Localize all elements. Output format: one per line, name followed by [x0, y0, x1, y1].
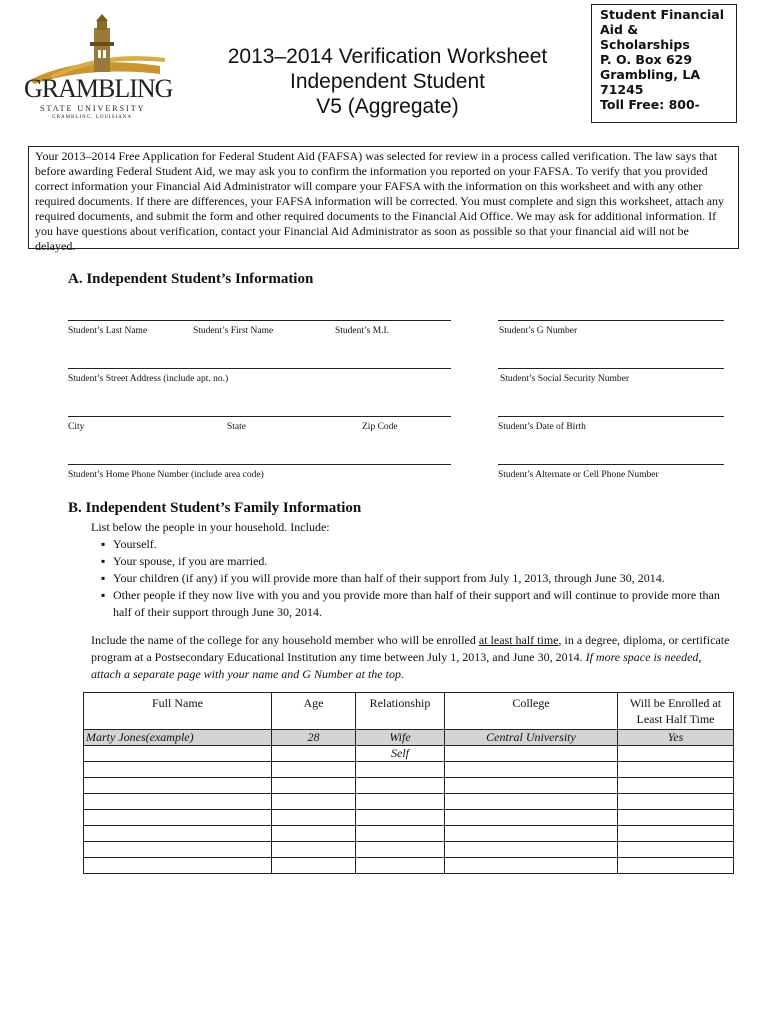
- name-cell[interactable]: [84, 794, 272, 810]
- table-row[interactable]: [84, 826, 734, 842]
- relationship-cell[interactable]: [356, 778, 445, 794]
- household-table: [83, 692, 734, 874]
- section-b-heading: B. Independent Student’s Family Information: [68, 500, 362, 516]
- enrolled-cell[interactable]: [618, 810, 734, 826]
- example-enrolled: Yes: [618, 730, 734, 746]
- first-name-label: Student’s First Name: [193, 326, 274, 336]
- college-cell[interactable]: [445, 746, 618, 762]
- college-cell[interactable]: [445, 842, 618, 858]
- address-line: Scholarships: [600, 37, 690, 52]
- bullet-item: ▪ Your spouse, if you are married.: [91, 553, 731, 570]
- example-college: Central University: [445, 730, 618, 746]
- enrolled-cell[interactable]: [618, 858, 734, 874]
- age-cell[interactable]: [272, 810, 356, 826]
- enrolled-cell[interactable]: [618, 762, 734, 778]
- college-note-text: Include the name of the college for any household member who will be enrolled: [91, 633, 479, 647]
- table-row[interactable]: [84, 794, 734, 810]
- state-label: State: [227, 422, 246, 432]
- city-label: City: [68, 422, 85, 432]
- example-name: Marty Jones(example): [84, 730, 272, 746]
- enrolled-cell[interactable]: [618, 778, 734, 794]
- g-number-label: Student’s G Number: [499, 326, 578, 336]
- g-number-field-line[interactable]: [498, 320, 724, 321]
- ssn-label: Student’s Social Security Number: [500, 374, 630, 384]
- relationship-cell[interactable]: Self: [356, 746, 445, 762]
- address-line: Student Financial: [600, 7, 724, 22]
- age-cell[interactable]: [272, 842, 356, 858]
- relationship-cell[interactable]: [356, 842, 445, 858]
- mi-label: Student’s M.I.: [335, 326, 390, 336]
- relationship-cell[interactable]: [356, 826, 445, 842]
- table-row[interactable]: [84, 842, 734, 858]
- example-row: [84, 730, 734, 746]
- college-note-text-2: , in a degree, diploma, or certificate program at a Postsecondary Educational Institution any time between July 1, 2013, and June 30, 2014.: [91, 633, 730, 664]
- example-relationship: Wife: [356, 730, 445, 746]
- table-row[interactable]: [84, 746, 734, 762]
- college-cell[interactable]: [445, 826, 618, 842]
- section-a-heading: A. Independent Student’s Information: [68, 271, 314, 287]
- title-line-1: 2013–2014 Verification Worksheet: [227, 45, 548, 68]
- name-cell[interactable]: [84, 842, 272, 858]
- table-header-row: [84, 693, 734, 730]
- name-field-line[interactable]: [68, 320, 451, 321]
- household-list-intro: List below the people in your household. Include:: [91, 520, 330, 534]
- enrolled-cell[interactable]: [618, 842, 734, 858]
- intro-paragraph: Your 2013–2014 Free Application for Federal Student Aid (FAFSA) was selected for review in a process called verification. The law says that before awarding Federal Student Aid, we may ask you to confirm the information you reported on your FAFSA. To verify that you provided correct information your Financial Aid Administrator will compare your FAFSA with the information on this worksheet and with any other required documents. If there are differences, your FAFSA information will be corrected. You must complete and sign this worksheet, attach any required documents, and submit the form and other required documents to the Financial Aid Office. We may ask for additional information. If you have questions about verification, contact your Financial Aid Administrator as soon as possible so that your financial aid will not be delayed.: [28, 146, 739, 249]
- age-cell[interactable]: [272, 746, 356, 762]
- ssn-field-line[interactable]: [498, 368, 724, 369]
- address-line: 71245: [600, 82, 644, 97]
- home-phone-field-line[interactable]: [68, 464, 451, 465]
- address-line: P. O. Box 629: [600, 52, 693, 67]
- address-line: Grambling, LA: [600, 67, 700, 82]
- alt-phone-field-line[interactable]: [498, 464, 724, 465]
- bullet-item: ▪ Your children (if any) if you will provide more than half of their support from July 1, 2013, through June 30, 2014.: [91, 570, 731, 587]
- college-note: [91, 632, 733, 683]
- enrolled-cell[interactable]: [618, 746, 734, 762]
- enrolled-cell[interactable]: [618, 826, 734, 842]
- col-full-name: Full Name: [84, 693, 272, 730]
- alt-phone-label: Student’s Alternate or Cell Phone Number: [498, 470, 659, 480]
- college-cell[interactable]: [445, 810, 618, 826]
- college-cell[interactable]: [445, 858, 618, 874]
- dob-label: Student’s Date of Birth: [498, 422, 586, 432]
- col-relationship: Relationship: [356, 693, 445, 730]
- home-phone-label: Student’s Home Phone Number (include area code): [68, 470, 264, 480]
- table-row[interactable]: [84, 762, 734, 778]
- office-address-box: [591, 4, 737, 123]
- city-state-zip-field-line[interactable]: [68, 416, 451, 417]
- address-line: Aid &: [600, 22, 639, 37]
- example-age: 28: [272, 730, 356, 746]
- table-row[interactable]: [84, 858, 734, 874]
- name-cell[interactable]: [84, 778, 272, 794]
- enrolled-cell[interactable]: [618, 794, 734, 810]
- table-row[interactable]: [84, 778, 734, 794]
- street-label: Student’s Street Address (include apt. no.): [68, 374, 229, 384]
- logo-location: GRAMBLING, LOUISIANA: [52, 115, 132, 120]
- page-title: [190, 44, 585, 119]
- zip-label: Zip Code: [362, 422, 398, 432]
- title-line-2: Independent Student: [289, 70, 485, 93]
- col-enrolled: Will be Enrolled at Least Half Time: [618, 693, 734, 730]
- name-cell[interactable]: [84, 810, 272, 826]
- last-name-label: Student’s Last Name: [68, 326, 148, 336]
- col-age: Age: [272, 693, 356, 730]
- relationship-cell[interactable]: [356, 810, 445, 826]
- age-cell[interactable]: [272, 762, 356, 778]
- age-cell[interactable]: [272, 778, 356, 794]
- grambling-logo: [20, 14, 173, 120]
- name-cell[interactable]: [84, 858, 272, 874]
- logo-wordmark: GRAMBLING: [24, 74, 173, 103]
- address-line: Toll Free: 800-: [600, 97, 700, 112]
- dob-field-line[interactable]: [498, 416, 724, 417]
- college-cell[interactable]: [445, 778, 618, 794]
- bullet-item: ▪ Yourself.: [91, 536, 731, 553]
- college-note-italic: If more space is needed, attach a separate page with your name and G Number at the top.: [91, 650, 702, 681]
- logo-subtitle: STATE UNIVERSITY: [40, 104, 146, 113]
- college-note-underlined: at least half time: [478, 633, 559, 647]
- name-cell[interactable]: [84, 826, 272, 842]
- age-cell[interactable]: [272, 794, 356, 810]
- bullet-item: ▪ Other people if they now live with you and you provide more than half of their support and will continue to provide more than half of their support through June 30, 2014.: [91, 587, 731, 621]
- title-line-3: V5 (Aggregate): [316, 95, 459, 118]
- name-cell[interactable]: [84, 746, 272, 762]
- relationship-cell[interactable]: [356, 858, 445, 874]
- relationship-cell[interactable]: [356, 762, 445, 778]
- college-cell[interactable]: [445, 794, 618, 810]
- street-field-line[interactable]: [68, 368, 451, 369]
- age-cell[interactable]: [272, 826, 356, 842]
- col-college: College: [445, 693, 618, 730]
- name-cell[interactable]: [84, 762, 272, 778]
- relationship-cell[interactable]: [356, 794, 445, 810]
- college-cell[interactable]: [445, 762, 618, 778]
- table-row[interactable]: [84, 810, 734, 826]
- household-bullets: [91, 536, 731, 621]
- age-cell[interactable]: [272, 858, 356, 874]
